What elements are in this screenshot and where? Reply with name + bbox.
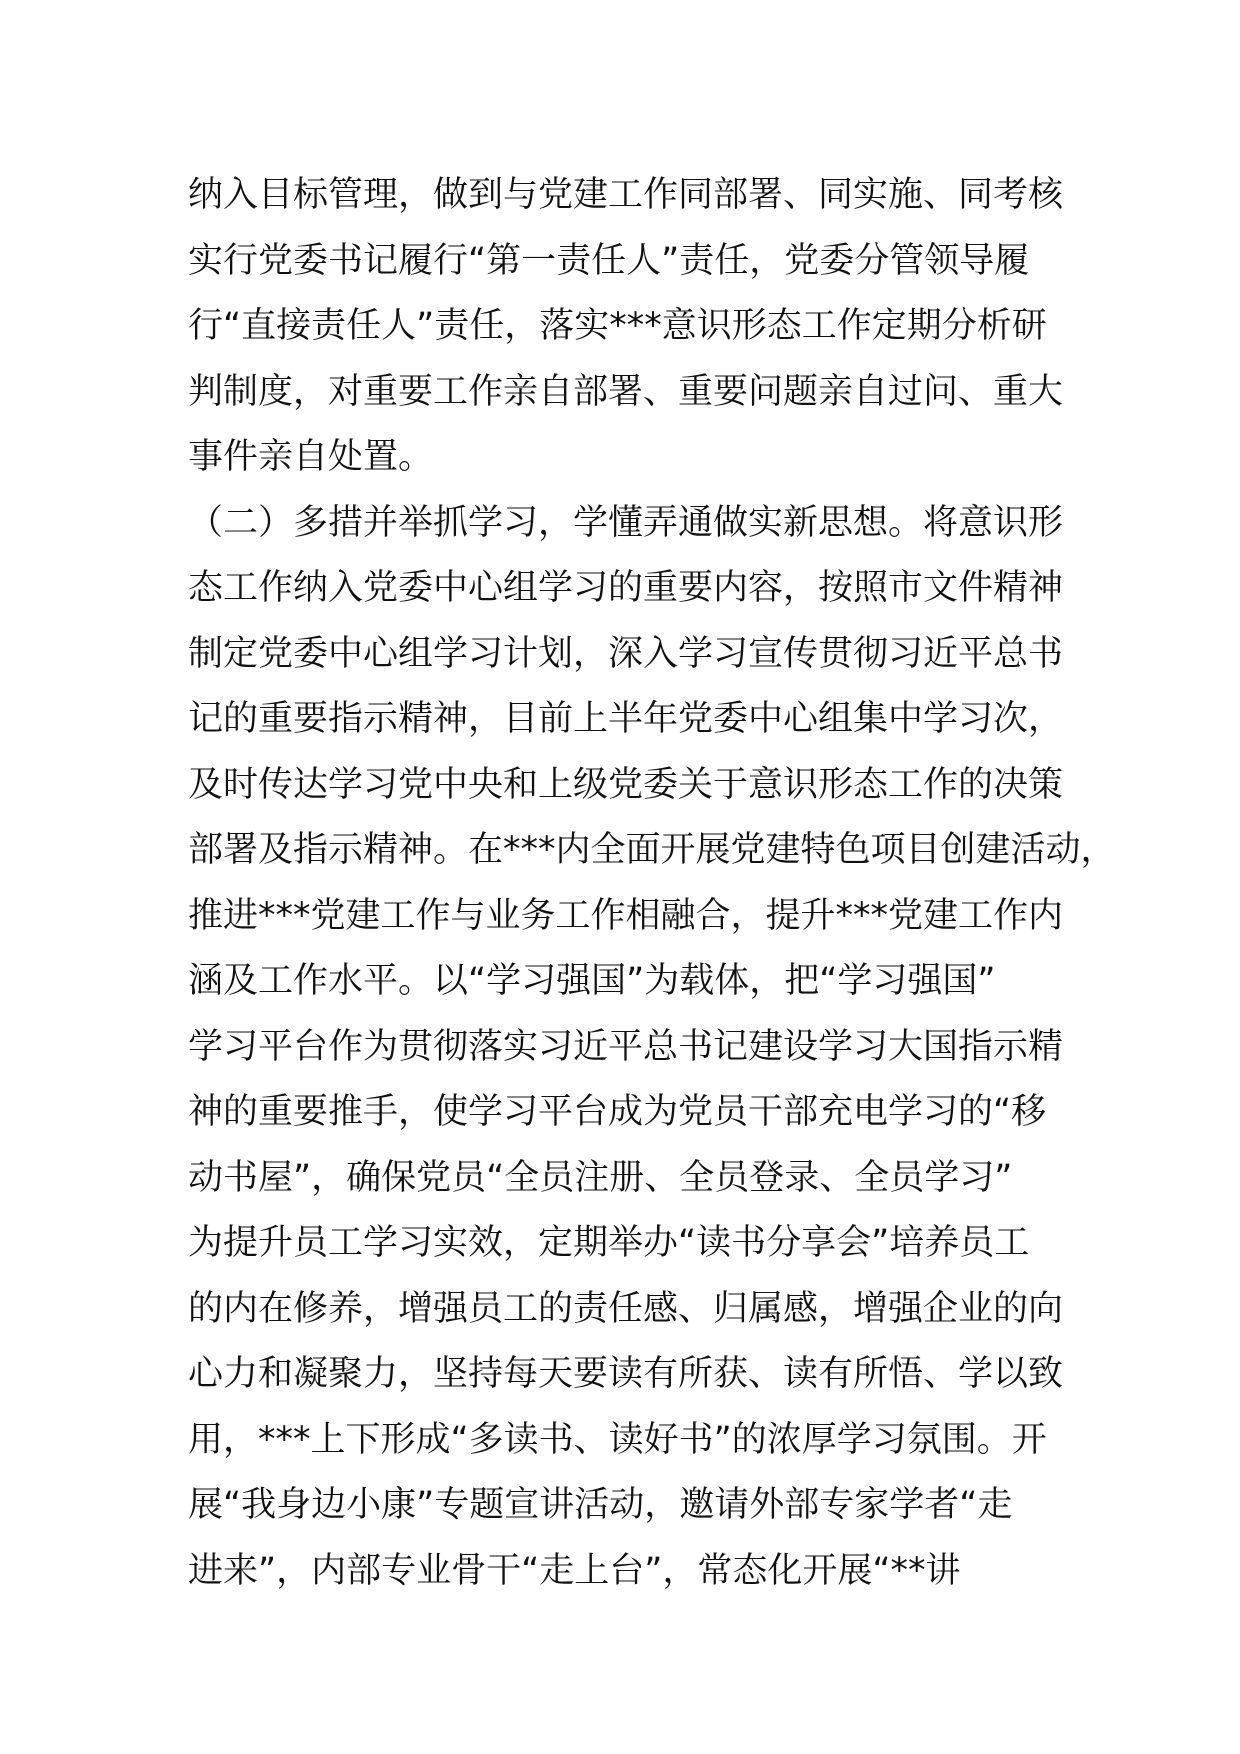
text-line: 实行党委书记履行“第一责任人”责任，党委分管领导履 [188,240,1030,281]
text-line: 行“直接责任人”责任，落实***意识形态工作定期分析研 [188,306,1047,346]
body-text [188,163,1116,1604]
text-line: 学习平台作为贯彻落实习近平总书记建设学习大国指示精 [188,1026,1064,1067]
text-line: 态工作纳入党委中心组学习的重要内容，按照市文件精神 [188,568,1064,608]
text-line: 进来”，内部专业骨干“走上台”，常态化开展“**讲 [188,1550,961,1591]
text-line: 部署及指示精神。在***内全面开展党建特色项目创建活动， [188,830,1116,870]
text-line: 的内在修养，增强员工的责任感、归属感，增强企业的向 [188,1288,1064,1329]
text-line: 及时传达学习党中央和上级党委关于意识形态工作的决策 [188,764,1064,805]
text-line: 动书屋”，确保党员“全员注册、全员登录、全员学习” [188,1157,1013,1198]
text-line: 为提升员工学习实效，定期举办“读书分享会”培养员工 [188,1223,1030,1263]
text-line: 推进***党建工作与业务工作相融合，提升***党建工作内 [188,895,1064,936]
section-heading-line: （二）多措并举抓学习，学懂弄通做实新思想。将意识形 [188,502,1064,543]
text-line: 记的重要指示精神，目前上半年党委中心组集中学习次， [188,699,1064,739]
text-line: 涵及工作水平。以“学习强国”为载体，把“学习强国” [188,961,996,1001]
text-line: 心力和凝聚力，坚持每天要读有所获、读有所悟、学以致 [188,1354,1064,1394]
text-line: 判制度，对重要工作亲自部署、重要问题亲自过问、重大 [188,371,1064,412]
text-line: 用，***上下形成“多读书、读好书”的浓厚学习氛围。开 [188,1419,1047,1460]
text-line: 纳入目标管理，做到与党建工作同部署、同实施、同考核 [188,175,1064,215]
text-line: 展“我身边小康”专题宣讲活动，邀请外部专家学者“走 [188,1485,1013,1525]
text-line: 制定党委中心组学习计划，深入学习宣传贯彻习近平总书 [188,633,1064,674]
text-line: 事件亲自处置。 [188,437,434,477]
text-line: 神的重要推手，使学习平台成为党员干部充电学习的“移 [188,1092,1047,1132]
